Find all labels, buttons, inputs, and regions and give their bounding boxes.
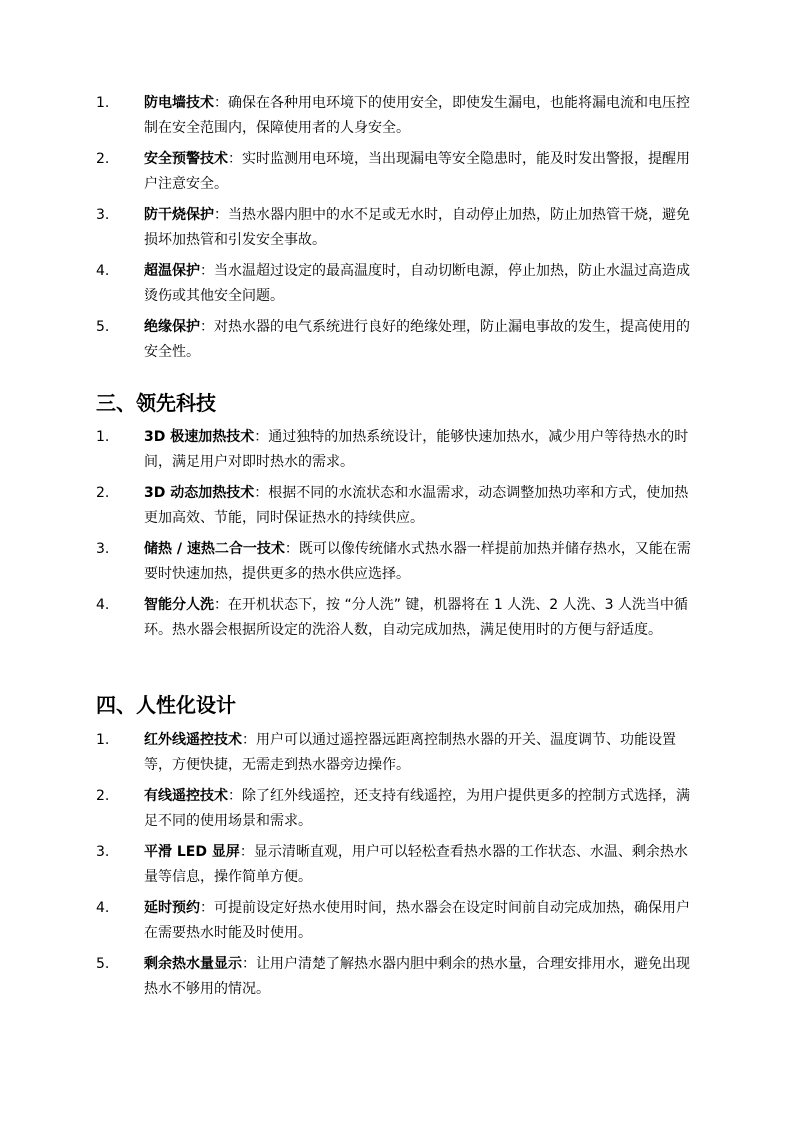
list-item bbox=[96, 840, 700, 890]
list-item bbox=[96, 147, 700, 197]
safety-features-list bbox=[96, 91, 700, 371]
feature-term: 延时预约 bbox=[144, 900, 200, 916]
list-number: 4. bbox=[96, 900, 110, 916]
list-item bbox=[96, 537, 700, 587]
list-number: 1. bbox=[96, 732, 110, 748]
list-number: 2. bbox=[96, 788, 110, 804]
list-number: 5. bbox=[96, 319, 110, 335]
user-friendly-design-list bbox=[96, 728, 700, 1008]
feature-description: ：让用户清楚了解热水器内胆中剩余的热水量，合理安排用水，避免出现热水不够用的情况。 bbox=[144, 956, 690, 997]
list-item bbox=[96, 784, 700, 834]
list-number: 1. bbox=[96, 95, 110, 111]
feature-term: 红外线遥控技术 bbox=[144, 732, 242, 748]
list-item bbox=[96, 91, 700, 141]
section-heading-leading-tech: 三、领先科技 bbox=[96, 391, 216, 415]
feature-description: ：可提前设定好热水使用时间，热水器会在设定时间前自动完成加热，确保用户在需要热水时能及时使用。 bbox=[144, 900, 690, 941]
feature-description: ：根据不同的水流状态和水温需求，动态调整加热功率和方式，使加热更加高效、节能，同时保证热水的持续供应。 bbox=[144, 485, 689, 526]
feature-term: 平滑 LED 显屏 bbox=[144, 844, 240, 860]
list-number: 2. bbox=[96, 151, 110, 167]
section-heading-user-friendly-design: 四、人性化设计 bbox=[96, 693, 236, 717]
list-item bbox=[96, 593, 700, 643]
feature-description: ：确保在各种用电环境下的使用安全，即使发生漏电，也能将漏电流和电压控制在安全范围内，保障使用者的人身安全。 bbox=[144, 95, 690, 136]
list-item bbox=[96, 481, 700, 531]
list-item bbox=[96, 315, 700, 365]
feature-description: ：用户可以通过遥控器远距离控制热水器的开关、温度调节、功能设置等，方便快捷，无需走到热水器旁边操作。 bbox=[144, 732, 676, 773]
feature-description: ：实时监测用电环境，当出现漏电等安全隐患时，能及时发出警报，提醒用户注意安全。 bbox=[144, 151, 690, 192]
list-number: 1. bbox=[96, 429, 110, 445]
feature-term: 3D 极速加热技术 bbox=[144, 429, 255, 445]
feature-description: ：既可以像传统储水式热水器一样提前加热并储存热水，又能在需要时快速加热，提供更多的热水供应选择。 bbox=[144, 541, 691, 582]
feature-term: 3D 动态加热技术 bbox=[144, 485, 255, 501]
list-number: 3. bbox=[96, 844, 110, 860]
feature-description: ：通过独特的加热系统设计，能够快速加热水，减少用户等待热水的时间，满足用户对即时热水的需求。 bbox=[144, 429, 689, 470]
leading-tech-list bbox=[96, 425, 700, 649]
feature-term: 储热 / 速热二合一技术 bbox=[144, 541, 285, 557]
feature-term: 有线遥控技术 bbox=[144, 788, 228, 804]
list-number: 3. bbox=[96, 207, 110, 223]
feature-description: ：显示清晰直观，用户可以轻松查看热水器的工作状态、水温、剩余热水量等信息，操作简单方便。 bbox=[144, 844, 688, 885]
feature-term: 防干烧保护 bbox=[144, 207, 214, 223]
list-number: 4. bbox=[96, 597, 110, 613]
feature-description: ：在开机状态下，按 “分人洗” 键，机器将在 1 人洗、2 人洗、3 人洗当中循环。热水器会根据所设定的洗浴人数，自动完成加热，满足使用时的方便与舒适度。 bbox=[144, 597, 688, 638]
feature-description: ：除了红外线遥控，还支持有线遥控，为用户提供更多的控制方式选择，满足不同的使用场景和需求。 bbox=[144, 788, 690, 829]
list-number: 4. bbox=[96, 263, 110, 279]
feature-term: 剩余热水量显示 bbox=[144, 956, 242, 972]
feature-term: 超温保护 bbox=[144, 263, 200, 279]
list-item bbox=[96, 896, 700, 946]
feature-term: 绝缘保护 bbox=[144, 319, 200, 335]
list-item bbox=[96, 728, 700, 778]
list-item bbox=[96, 425, 700, 475]
list-number: 2. bbox=[96, 485, 110, 501]
feature-description: ：当热水器内胆中的水不足或无水时，自动停止加热，防止加热管干烧，避免损坏加热管和引发安全事故。 bbox=[144, 207, 690, 248]
list-item bbox=[96, 259, 700, 309]
list-number: 3. bbox=[96, 541, 110, 557]
list-number: 5. bbox=[96, 956, 110, 972]
feature-description: ：对热水器的电气系统进行良好的绝缘处理，防止漏电事故的发生，提高使用的安全性。 bbox=[144, 319, 690, 360]
feature-term: 智能分人洗 bbox=[144, 597, 214, 613]
list-item bbox=[96, 952, 700, 1002]
feature-description: ：当水温超过设定的最高温度时，自动切断电源，停止加热，防止水温过高造成烫伤或其他安全问题。 bbox=[144, 263, 690, 304]
list-item bbox=[96, 203, 700, 253]
feature-term: 防电墙技术 bbox=[144, 95, 214, 111]
feature-term: 安全预警技术 bbox=[144, 151, 228, 167]
